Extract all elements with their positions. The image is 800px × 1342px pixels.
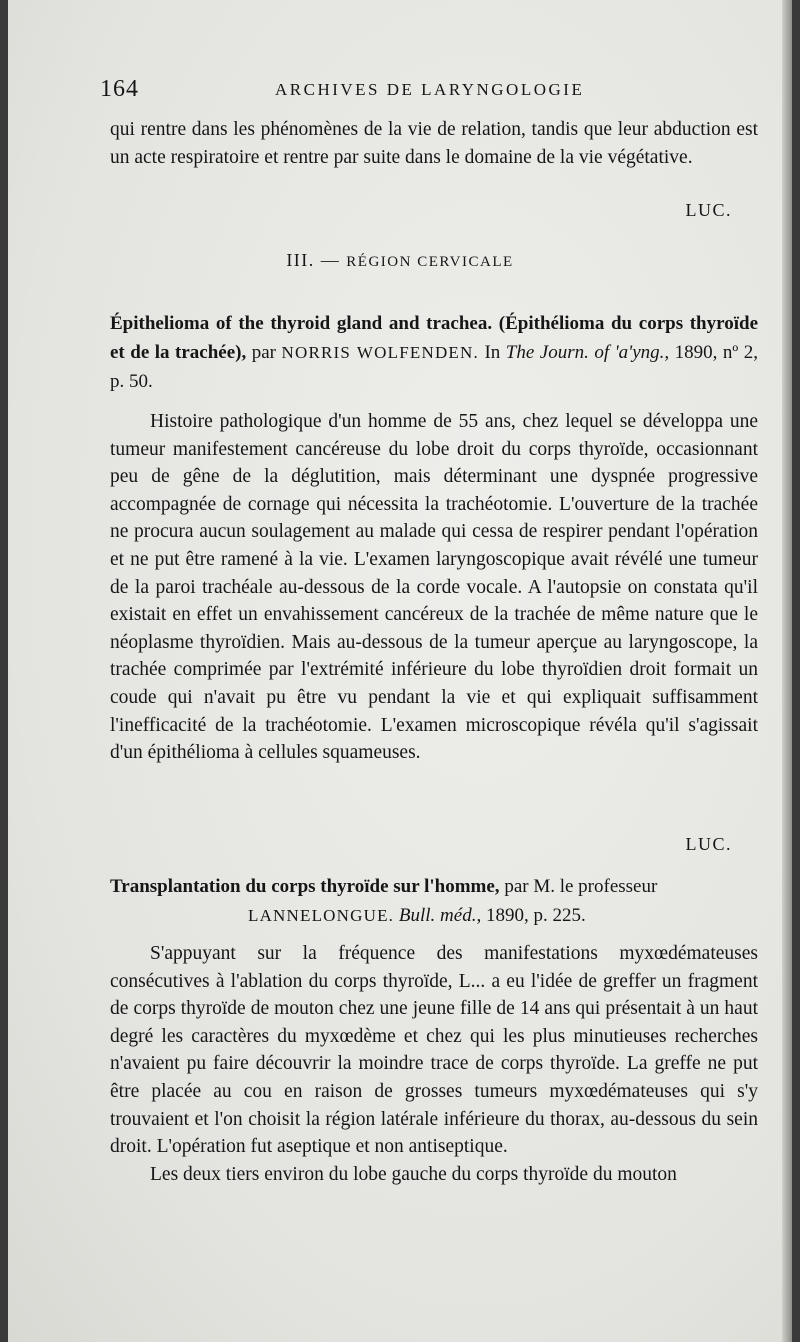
article2-journal: Bull. méd.,	[398, 905, 482, 926]
article2-author: LANNELONGUE.	[248, 906, 395, 925]
article1-signature: LUC.	[685, 834, 732, 854]
article1-title-en: Épithelioma of the thyroid gland and trachea.	[110, 313, 493, 334]
article1-body: Histoire pathologique d'un homme de 55 ans, chez lequel se développa une tumeur manifestement cancéreuse du lobe droit du corps thyroïde, occasionnant peu de gêne de la déglutition, mais déterminant une dyspnée progressive accompagnée de cornage qui nécessita la trachéotomie. L'ouverture de la trachée ne procura aucun soulagement au malade qui cessa de respirer pendant l'opération et ne put être ramené à la vie. L'examen laryngoscopique avait révélé une tumeur de la paroi trachéale au-dessous de la corde vocale. A l'autopsie on constata qu'il existait en effet un envahissement cancéreux de la trachée de même nature que le néoplasme thyroïdien. Mais au-dessous de la tumeur aperçue au laryngoscope, la trachée comprimée par l'extrémité inférieure du lobe thyroïdien droit formait un coude qui n'avait pu être vu pendant la vie et qui expliquait suffisamment l'inefficacité de la trachéotomie. L'examen microscopique révéla qu'il s'agissait d'un épithélioma à cellules squameuses.	[110, 411, 758, 764]
article2-body-1: S'appuyant sur la fréquence des manifestations myxœdémateuses consécutives à l'ablation du corps thyroïde, L... a eu l'idée de greffer un fragment de corps thyroïde de mouton chez une jeune fille de 14 ans qui présentait à un haut degré les caractères du myxœdème et chez qui les plus minutieuses recherches n'avaient pu faire découvrir la moindre trace de corps thyroïde. La greffe ne put être placée au cou en raison de grosses tumeurs myxœdémateuses qui s'y trouvaient et l'on choisit la région latérale inférieure du thorax, au-dessous du sein droit. L'opération fut aseptique et non antiseptique.	[110, 943, 758, 1158]
article2-body-block	[110, 940, 758, 1188]
article1-title-fr: (Épithélioma du corps thyroïde et de la trachée),	[110, 313, 758, 363]
article2-citation	[110, 872, 758, 930]
article1-ref: 1890, nº 2, p. 50.	[110, 342, 759, 392]
article1-author: NORRIS WOLFENDEN.	[281, 343, 479, 362]
running-title: ARCHIVES DE LARYNGOLOGIE	[275, 80, 585, 99]
article2-title: Transplantation du corps thyroïde sur l'homme,	[110, 876, 500, 897]
article2-body-2: Les deux tiers environ du lobe gauche du corps thyroïde du mouton	[150, 1163, 677, 1185]
intro-paragraph: qui rentre dans les phénomènes de la vie de relation, tandis que leur abduction est un acte respiratoire et rentre par suite dans le domaine de la vie végétative.	[110, 119, 758, 168]
section-heading	[8, 250, 792, 271]
article2-by: par M. le professeur	[504, 876, 658, 897]
document-page	[8, 0, 792, 1342]
intro-signature: LUC.	[685, 200, 732, 220]
article1-in: In	[484, 342, 501, 363]
page-number: 164	[100, 76, 139, 102]
section-title: RÉGION CERVICALE	[346, 254, 514, 270]
page-header	[100, 76, 760, 106]
article1-journal: The Journ. of 'a'yng.,	[505, 342, 670, 363]
page-edge-shadow	[782, 0, 792, 1342]
article1-citation	[110, 309, 758, 396]
article1-by: par	[251, 342, 276, 363]
article2-ref: 1890, p. 225.	[485, 905, 586, 926]
section-numeral: III. —	[286, 250, 341, 270]
intro-paragraph-block	[110, 116, 758, 171]
article1-body-block	[110, 408, 758, 767]
